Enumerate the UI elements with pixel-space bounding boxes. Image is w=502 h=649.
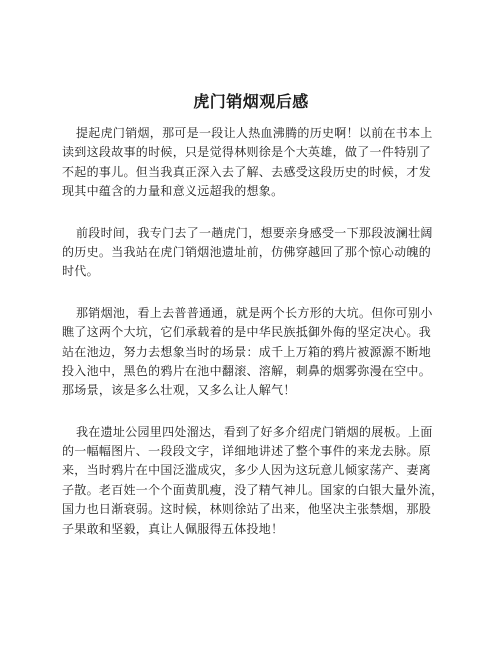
paragraph — [62, 224, 442, 282]
text-line: 的历史。当我站在虎门销烟池遗址前，仿佛穿越回了那个惊心动魄的 — [62, 244, 432, 259]
text-line: 子果敢和坚毅，真让人佩服得五体投地！ — [62, 521, 284, 536]
text-line: 时代。 — [62, 264, 99, 279]
text-line: 读到这段故事的时候，只是觉得林则徐是个大英雄，做了一件特别了 — [62, 145, 432, 160]
paragraph — [62, 304, 442, 401]
text-line: 国力也日渐衰弱。这时候，林则徐站了出来，他坚决主张禁烟，那股 — [62, 502, 432, 517]
text-line: 站在池边，努力去想象当时的场景：成千上万箱的鸦片被源源不断地 — [62, 344, 432, 359]
document-body — [62, 124, 442, 561]
text-line: 那销烟池，看上去普普通通，就是两个长方形的大坑。但你可别小 — [76, 305, 433, 320]
text-line: 那场景，该是多么壮观，又多么让人解气！ — [62, 383, 296, 398]
document-title: 虎门销烟观后感 — [193, 92, 309, 111]
text-line: 瞧了这两个大坑，它们承载着的是中华民族抵御外侮的坚定决心。我 — [62, 325, 432, 340]
text-line: 不起的事儿。但当我真正深入去了解、去感受这段历史的时候，才发 — [62, 164, 432, 179]
text-line: 提起虎门销烟，那可是一段让人热血沸腾的历史啊！以前在书本上 — [76, 126, 433, 140]
paragraph — [62, 124, 442, 202]
paragraph — [62, 423, 442, 539]
text-line: 来，当时鸦片在中国泛滥成灾，多少人因为这玩意儿倾家荡产、妻离 — [62, 463, 432, 478]
text-line: 前段时间，我专门去了一趟虎门，想要亲身感受一下那段波澜壮阔 — [76, 225, 433, 240]
text-line: 我在遗址公园里四处溜达，看到了好多介绍虎门销烟的展板。上面 — [76, 424, 433, 439]
text-line: 子散。老百姓一个个面黄肌瘦，没了精气神儿。国家的白银大量外流， — [62, 482, 444, 497]
text-line: 投入池中，黑色的鸦片在池中翻滚、溶解，刺鼻的烟雾弥漫在空中。 — [62, 363, 432, 378]
text-line: 的一幅幅图片、一段段文字，详细地讲述了整个事件的来龙去脉。原 — [62, 444, 432, 459]
text-line: 现其中蕴含的力量和意义远超我的想象。 — [62, 184, 284, 199]
